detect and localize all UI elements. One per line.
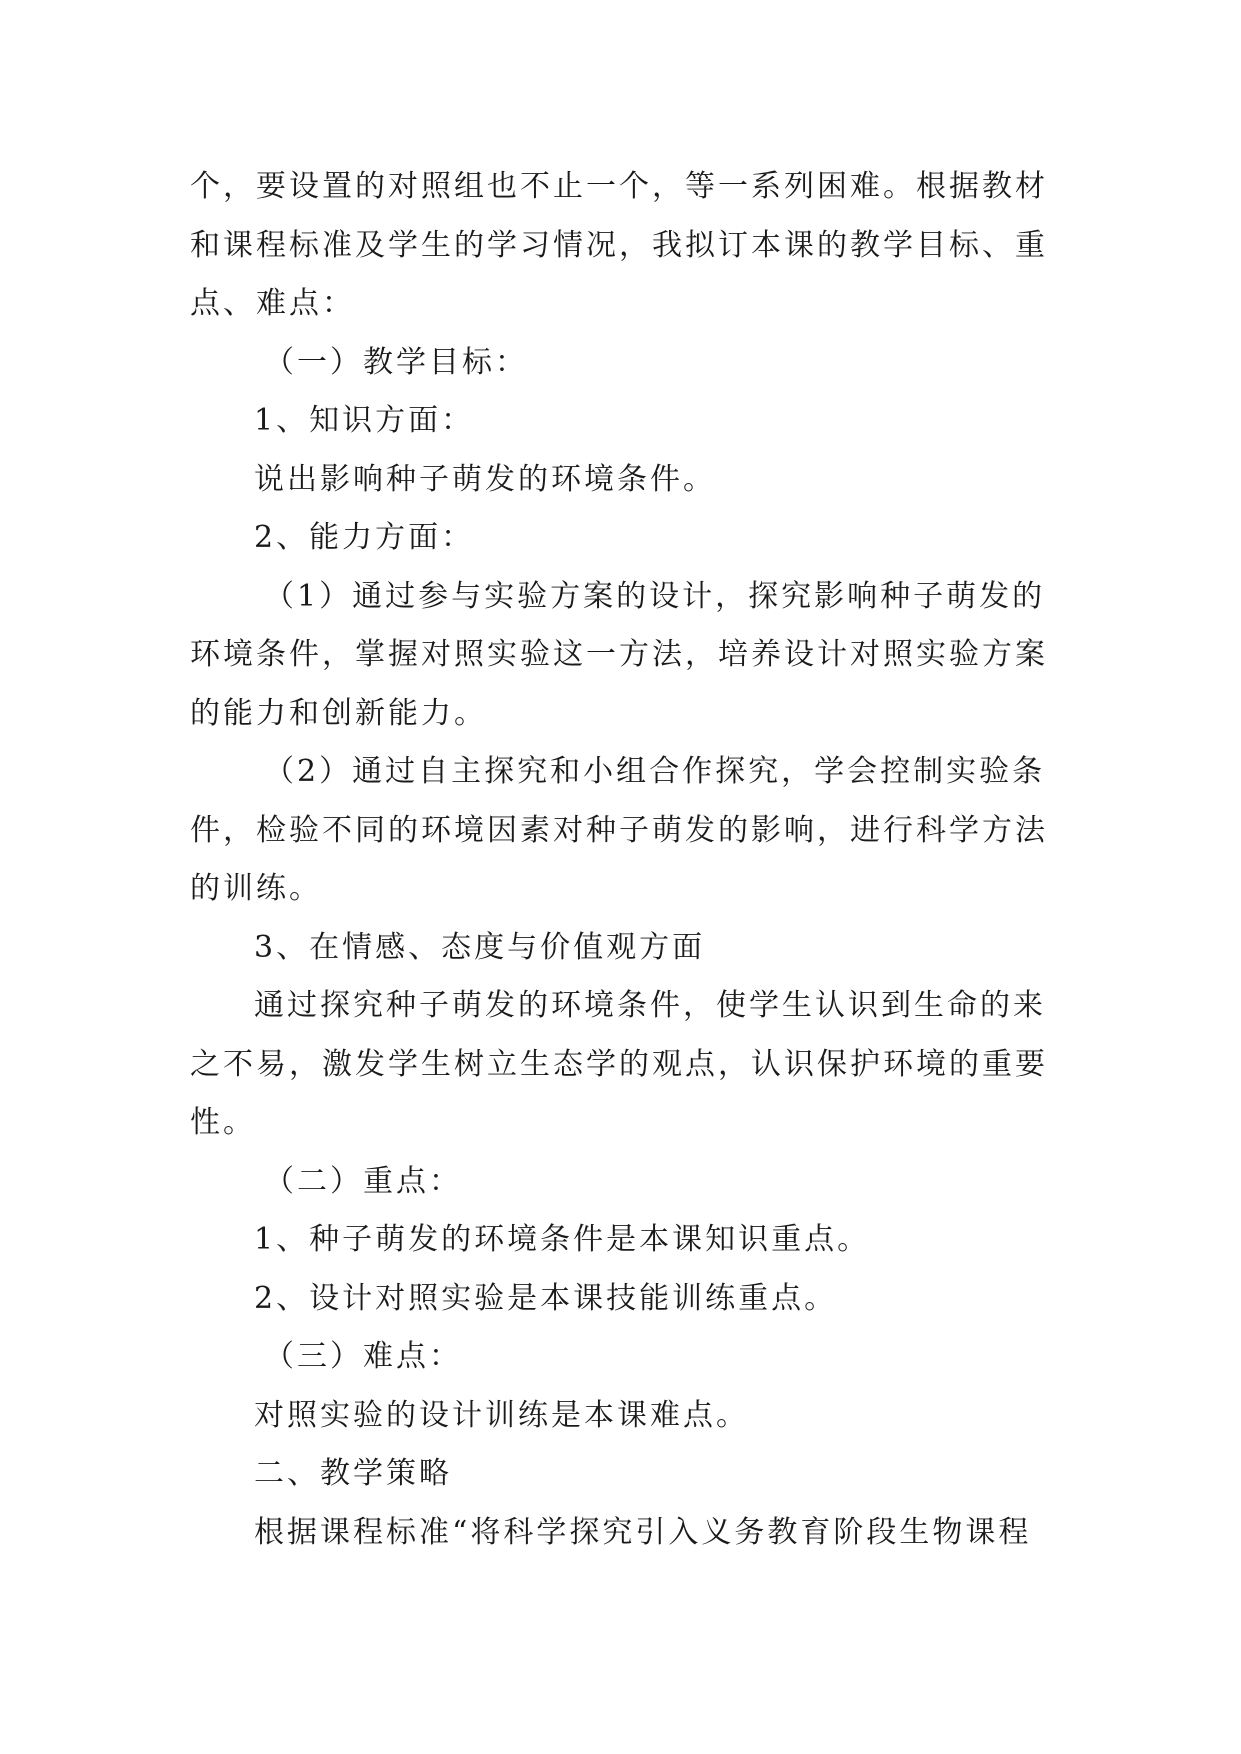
section-heading-objectives: （一）教学目标： [264,344,528,380]
subheading-ability: 2、能力方面： [254,520,475,555]
section-heading-difficulties: （三）难点： [264,1339,462,1374]
paragraph-line: 说出影响种子萌发的环境条件。 [254,461,716,497]
section-heading-strategy: 二、教学策略 [254,1456,452,1491]
paragraph-line: 之不易，激发学生树立生态学的观点，认识保护环境的重要 [190,1046,1048,1082]
subheading-knowledge: 1、知识方面： [254,403,475,438]
list-item: 1、种子萌发的环境条件是本课知识重点。 [254,1222,871,1257]
paragraph-line: 的训练。 [190,871,322,906]
paragraph-line: 和课程标准及学生的学习情况，我拟订本课的教学目标、重 [190,227,1048,263]
paragraph-line: 性。 [190,1105,256,1140]
document-page [190,158,1052,1562]
paragraph-line: 环境条件，掌握对照实验这一方法，培养设计对照实验方案 [190,637,1048,672]
subheading-values: 3、在情感、态度与价值观方面 [254,929,706,965]
paragraph-line: （2）通过自主探究和小组合作探究，学会控制实验条 [264,754,1046,789]
paragraph-line: 件，检验不同的环境因素对种子萌发的影响，进行科学方法 [190,812,1048,848]
paragraph-line: 对照实验的设计训练是本课难点。 [254,1397,749,1433]
paragraph-line: 个，要设置的对照组也不止一个，等一系列困难。根据教材 [190,169,1048,204]
paragraph-line: 的能力和创新能力。 [190,695,487,731]
paragraph-line: （1）通过参与实验方案的设计，探究影响种子萌发的 [264,578,1046,614]
paragraph-line: 根据课程标准“将科学探究引入义务教育阶段生物课程 [254,1514,1032,1550]
paragraph-line: 点、难点： [190,286,355,321]
section-heading-key-points: （二）重点： [264,1163,462,1199]
paragraph-line: 通过探究种子萌发的环境条件，使学生认识到生命的来 [254,988,1046,1023]
list-item: 2、设计对照实验是本课技能训练重点。 [254,1280,838,1316]
